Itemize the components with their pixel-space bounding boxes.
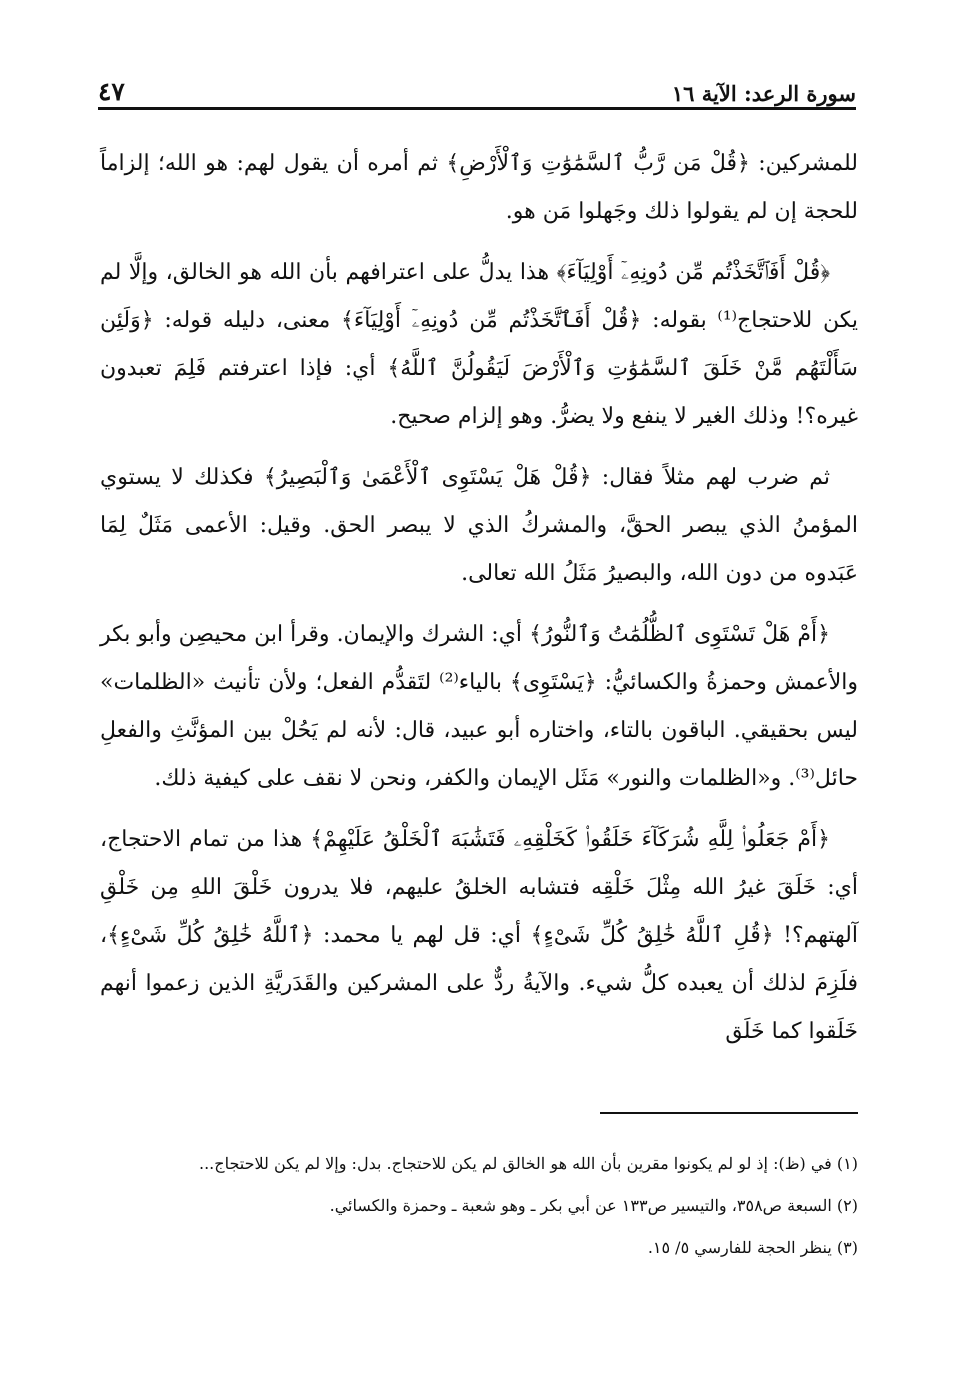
paragraph: ﴿أَمْ هَلْ تَسْتَوِى ٱلظُّلُمَٰتُ وَٱلنُّورُ﴾ أي: الشرك والإيمان. وقرأ ابن محيصِن وأبو بكر والأعمش وحمزةُ والكسائيُّ: ﴿يَسْتَوِى﴾ بالياء⁽²⁾ لتَقدُّم الفعل؛ ولأن تأنيث «الظلمات» ليس بحقيقي. الباقون بالتاء، واختاره أبو عبيد، قال: لأنه لم يَحُلْ بين المؤنَّثِ والفعلِ حائل⁽³⁾. و«الظلمات والنور» مَثَل الإيمان والكفر، ونحن لا نقف على كيفية ذلك. (100, 622, 859, 791)
footnote-divider (600, 1112, 858, 1114)
page-number: ٤٧ (98, 77, 125, 106)
paragraph: ثم ضرب لهم مثلاً فقال: ﴿قُلْ هَلْ يَسْتَوِى ٱلْأَعْمَىٰ وَٱلْبَصِيرُ﴾ فكذلك لا يستوي المؤمنُ الذي يبصر الحقَّ، والمشركُ الذي لا يبصر الحق. وقيل: الأعمى مَثَلٌ لِمَا عَبَدوه من دون الله، والبصيرُ مَثَلُ الله تعالى. (100, 465, 858, 586)
paragraph: ﴿قُلْ أَفَٱتَّخَذْتُم مِّن دُونِهِۦٓ أَوْلِيَآءَ﴾ هذا يدلُّ على اعترافهم بأن الله هو الخالق، وإلَّا لم يكن للاحتجاج⁽¹⁾ بقوله: ﴿قُلْ أَفَٱتَّخَذْتُم مِّن دُونِهِۦٓ أَوْلِيَآءَ﴾ معنى، دليله قوله: ﴿وَلَئِن سَأَلْتَهُم مَّنْ خَلَقَ ٱلسَّمَٰوَٰتِ وَٱلْأَرْضَ لَيَقُولُنَّ ٱللَّهُ﴾ أي: فإذا اعترفتم فَلِمَ تعبدون غيره؟! وذلك الغير لا ينفع ولا يضرُّ. وهو إلزام صحيح. (100, 260, 859, 429)
paragraph: ﴿أَمْ جَعَلُوا۟ لِلَّهِ شُرَكَآءَ خَلَقُوا۟ كَخَلْقِهِۦ فَتَشَٰبَهَ ٱلْخَلْقُ عَلَيْهِمْ﴾ هذا من تمام الاحتجاج، أي: خَلَقَ غيرُ الله مِثْلَ خَلْقِه فتشابه الخلقُ عليهم، فلا يدرون خَلْقَ اللهِ مِن خَلْقِ آلهتهم؟! ﴿قُلِ ٱللَّهُ خَٰلِقُ كُلِّ شَىْءٍ﴾ أي: قل لهم يا محمد: ﴿ٱللَّهُ خَٰلِقُ كُلِّ شَىْءٍ﴾، فلَزِمَ لذلك أن يعبده كلُّ شيء. والآيةُ ردٌّ على المشركين والقَدَريَّةِ الذين زعموا أنهم خَلَقوا كما خَلَق (100, 827, 858, 1044)
paragraph: للمشركين: ﴿قُلْ مَن رَّبُّ ٱلسَّمَٰوَٰتِ وَٱلْأَرْضِ﴾ ثم أمره أن يقول لهم: هو الله؛ إلزاماً للحجة إن لم يقولوا ذلك وجَهلوا مَن هو. (100, 151, 858, 224)
footnotes (100, 1148, 858, 1274)
header-divider (98, 107, 856, 110)
page-header (98, 66, 856, 106)
footnote: (١) في (ظ): إذ لو لم يكونوا مقرين بأن الله هو الخالق لم يكن للاحتجاج. بدل: وإلا لم يكن للاحتجاج... (198, 1154, 858, 1173)
footnote: (٢) السبعة ص٣٥٨، والتيسير ص١٣٣ عن أبي بكر ـ وهو شعبة ـ وحمزة والكسائي. (329, 1196, 858, 1215)
footnote: (٣) ينظر الحجة للفارسي ٥/ ١٥. (647, 1238, 858, 1257)
main-text (100, 140, 858, 1069)
running-title: سورة الرعد: الآية ١٦ (671, 81, 856, 106)
